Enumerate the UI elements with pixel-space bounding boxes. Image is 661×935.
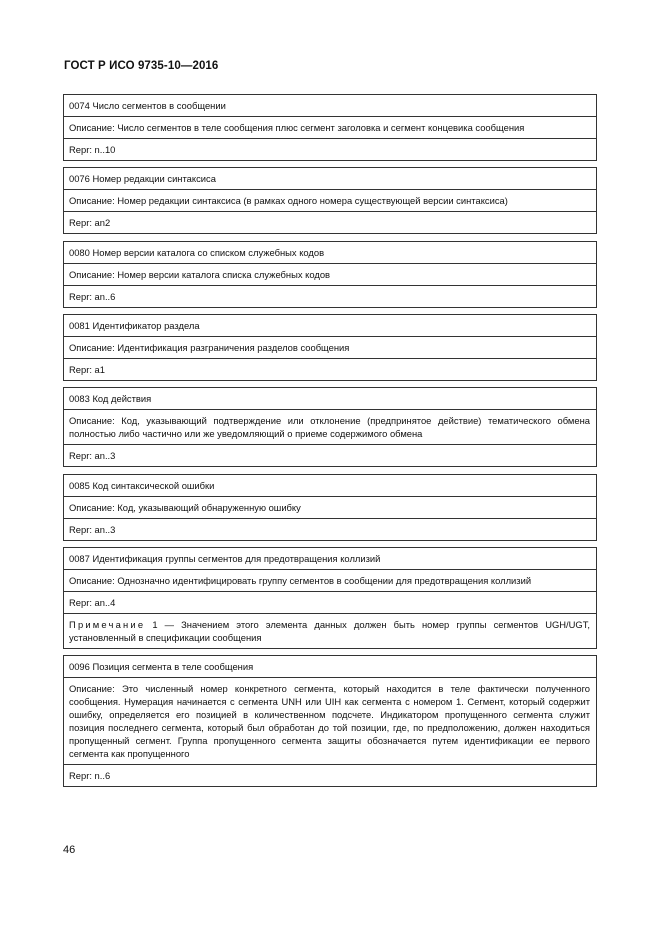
- page-number: 46: [63, 844, 76, 856]
- data-element-block-0085: [63, 474, 597, 541]
- element-name: 0076 Номер редакции синтаксиса: [69, 173, 216, 184]
- data-element-block-0096: [63, 655, 597, 787]
- element-representation: Repr: an..6: [64, 285, 596, 307]
- element-representation: Repr: an..3: [64, 518, 596, 540]
- element-description: Описание: Номер версии каталога списка служебных кодов: [64, 263, 596, 285]
- element-name: 0096 Позиция сегмента в теле сообщения: [69, 661, 254, 672]
- note-prefix: Примечание: [69, 619, 146, 630]
- note-text: 1 — Значением этого элемента данных должен быть номер группы сегментов UGH/UGT, установленный в спецификации сообщения: [69, 619, 590, 643]
- element-representation: Repr: n..10: [64, 138, 596, 160]
- element-note: [64, 613, 596, 648]
- element-description: Описание: Номер редакции синтаксиса (в рамках одного номера существующей версии синтаксиса): [64, 189, 596, 211]
- element-name: 0074 Число сегментов в сообщении: [69, 100, 226, 111]
- element-description: Описание: Код, указывающий обнаруженную ошибку: [64, 496, 596, 518]
- data-element-block-0081: [63, 314, 597, 381]
- element-name: 0081 Идентификатор раздела: [69, 320, 200, 331]
- element-representation: Repr: n..6: [64, 764, 596, 786]
- element-representation: Repr: an..3: [64, 444, 596, 466]
- data-element-block-0080: [63, 241, 597, 308]
- element-description: Описание: Код, указывающий подтверждение или отклонение (предпринятое действие) тематического обмена полностью либо частично или же уведомляющий о приеме содержимого обмена: [64, 409, 596, 444]
- data-element-block-0074: [63, 94, 597, 161]
- data-element-block-0083: [63, 387, 597, 467]
- element-description: Описание: Идентификация разграничения разделов сообщения: [64, 336, 596, 358]
- element-representation: Repr: an2: [64, 211, 596, 233]
- element-description: Описание: Число сегментов в теле сообщения плюс сегмент заголовка и сегмент концевика сообщения: [64, 116, 596, 138]
- element-representation: Repr: a1: [64, 358, 596, 380]
- document-header: ГОСТ Р ИСО 9735-10—2016: [64, 60, 219, 72]
- element-name: 0087 Идентификация группы сегментов для предотвращения коллизий: [69, 553, 381, 564]
- element-name: 0085 Код синтаксической ошибки: [69, 480, 215, 491]
- element-description: Описание: Однозначно идентифицировать группу сегментов в сообщении для предотвращения коллизий: [64, 569, 596, 591]
- element-name: 0080 Номер версии каталога со списком служебных кодов: [69, 247, 325, 258]
- data-element-block-0076: [63, 167, 597, 234]
- element-representation: Repr: an..4: [64, 591, 596, 613]
- data-element-block-0087: [63, 547, 597, 649]
- element-description: Описание: Это численный номер конкретного сегмента, который находится в теле фактически полученного сообщения. Нумерация начинается с сегмента UNH или UIH как сегмента с номером 1. Сегмент, который содержит ошибку, определяется его позицией в количественном подсчете. Индикатором пропущенного сегмента служит позиция последнего сегмента, который был обработан до той позиции, где, по предположению, должен находиться пропущенный сегмент. Группа пропущенного сегмента защиты обозначается путем идентификации ее первого сегмента как пропущенного: [64, 677, 596, 764]
- element-name: 0083 Код действия: [69, 393, 152, 404]
